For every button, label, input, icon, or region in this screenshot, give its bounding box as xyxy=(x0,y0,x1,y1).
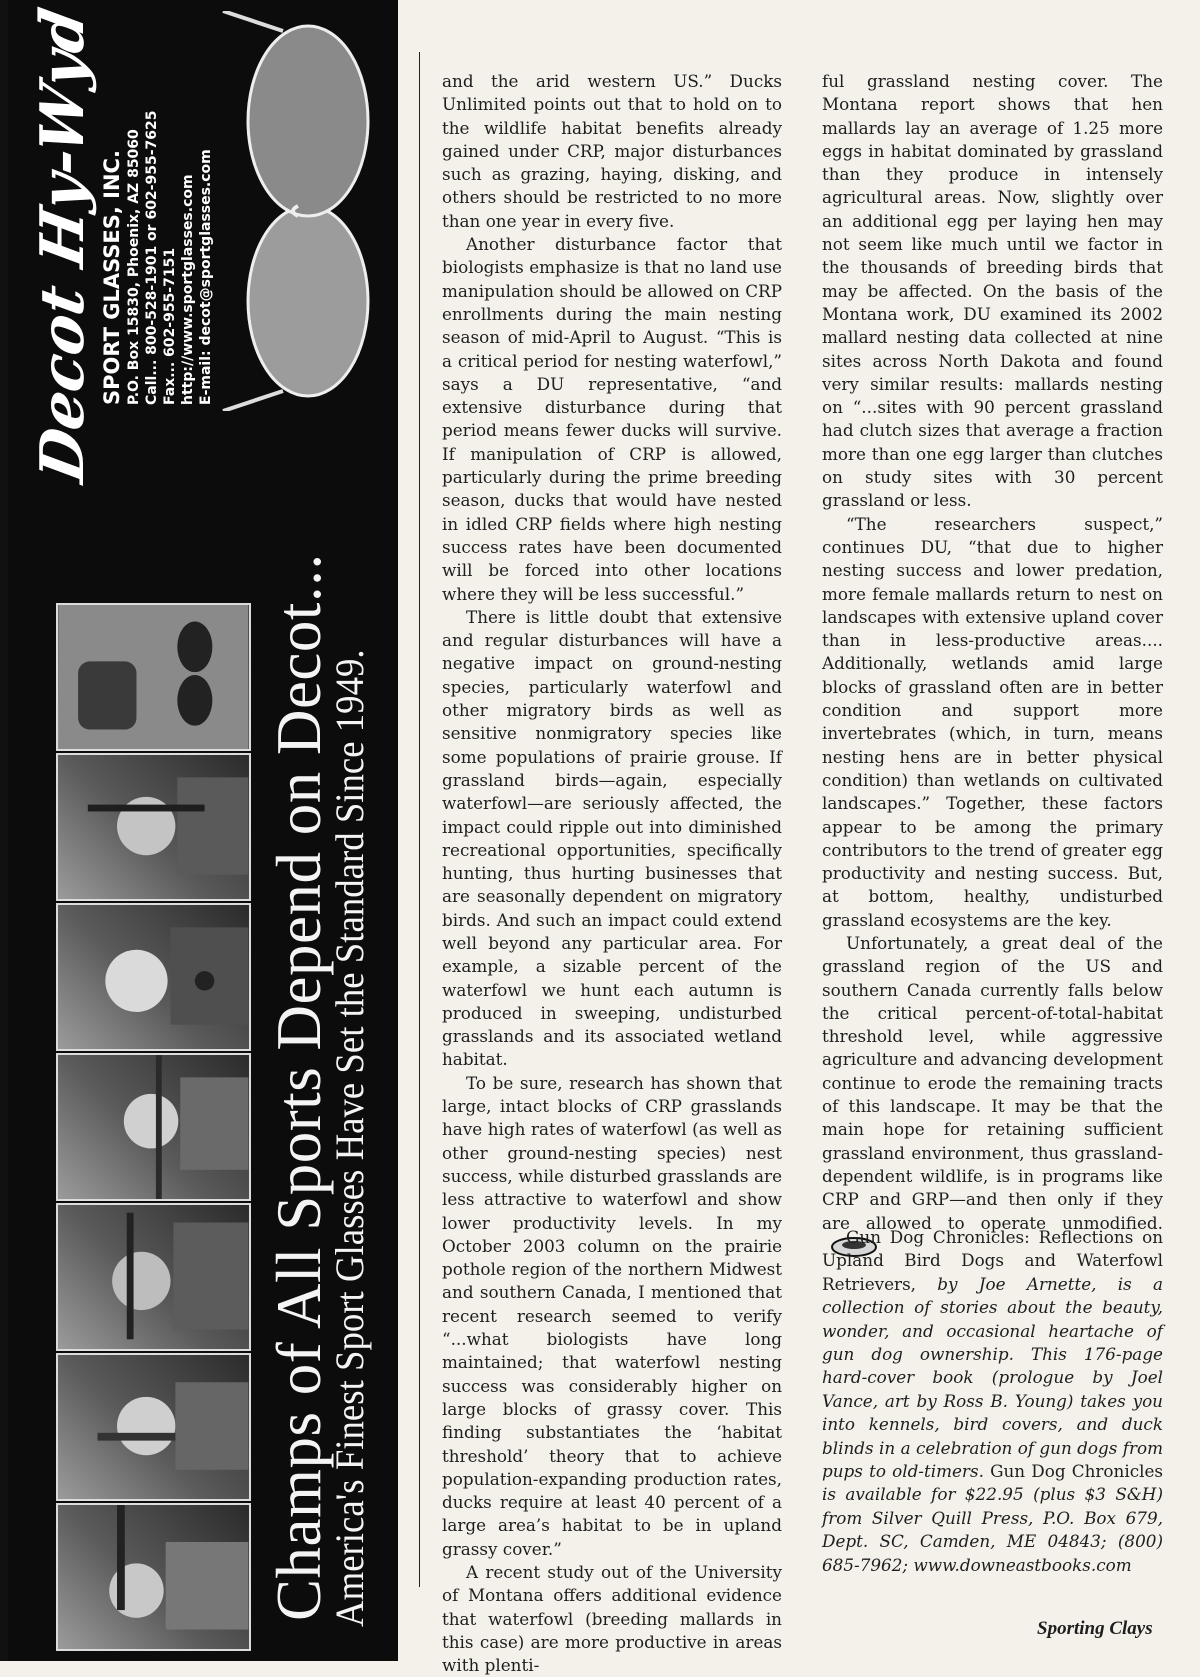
book-description: by Joe Arnette, is a collection of stories about the beauty, wonder, and occasional heartache of gun dog ownership. This 176-page hard-cover book (prologue by Joel Vance, art by Ross B. Young) takes you into kennels, bird covers, and duck blinds in a celebration of gun dogs from pups to old-timers. xyxy=(822,1273,1163,1482)
article-paragraph: A recent study out of the University of Montana offers additional evidence that waterfowl (breeding mallards in this case) are more productive in areas with plenti- xyxy=(442,1562,782,1676)
book-title: Gun Dog Chronicles: Reflections on Upland Bird Dogs and Waterfowl Retrievers, xyxy=(822,1227,1163,1294)
article-paragraph: There is little doubt that extensive and regular disturbances will have a negative impact on ground-nesting species, particularly waterfowl and other migratory birds as well as sensitive nonmigratory species like some populations of prairie grouse. If grassland birds—again, especially waterfowl—are seriously affected, the impact could ripple out into diminished recreational opportunities, specifically hunting, thus hurting businesses that are seasonally dependent on migratory birds. And such an impact could extend well beyond any particular area. For example, a sizable percent of the waterfowl we hunt each autumn is produced in sweeping, undisturbed grasslands and its associated wetland habitat. xyxy=(442,606,782,1070)
book-title-repeat: Gun Dog Chronicles xyxy=(990,1461,1163,1482)
book-availability: is available for $22.95 (plus $3 S&H) from Silver Quill Press, P.O. Box 679, Dept. SC, Camden, ME 04843; (800) 685-7962; www.downeastbooks.com xyxy=(822,1484,1163,1575)
ad-brand-logo: Decot Hy-Wyd xyxy=(28,3,98,488)
ad-photo-shooter-1 xyxy=(56,1503,251,1651)
article-paragraph: and the arid western US.” Ducks Unlimited points out that to hold on to the wildlife habitat benefits already gained under CRP, major disturbances such as grazing, haying, disking, and others should be restricted to no more than one year in every five. xyxy=(442,71,782,231)
ad-subtagline: America's Finest Sport Glasses Have Set the Standard Since 1949. xyxy=(327,649,372,1627)
ad-fax-line: Fax... 602-955-7151 xyxy=(162,247,178,405)
magazine-name-footer: Sporting Clays xyxy=(1037,1618,1153,1639)
ad-email-line: E-mail: decot@sportglasses.com xyxy=(198,149,214,405)
article-paragraph: Another disturbance factor that biologists emphasize is that no land use manipulation should be allowed on CRP enrollments during the main nesting season of mid-April to August. “This is a critical period for nesting waterfowl,” says a DU representative, “and extensive disturbance during that period means fewer ducks will survive. If manipulation of CRP is allowed, particularly during the prime breeding season, ducks that would have nested in idled CRP fields where high nesting success rates have been documented will be forced into other locations where they will be less successful.” xyxy=(442,234,782,604)
article-paragraph-text: Unfortunately, a great deal of the grassland region of the US and southern Canada currently falls below the critical percent-of-total-habitat threshold level, while aggressive agriculture and advancing development continue to erode the remaining tracts of this landscape. It may be that the main hope for retaining sufficient grassland environment, thus grassland-dependent wildlife, is in programs like CRP and GRP—and then only if they are allowed to operate unmodified. xyxy=(822,932,1163,1233)
article-column-1 xyxy=(442,70,782,1677)
ad-address-line: P.O. Box 15830, Phoenix, AZ 85060 xyxy=(126,129,142,405)
ad-phone-line: Call... 800-528-1901 or 602-955-7625 xyxy=(144,110,160,405)
article-column-2 xyxy=(822,70,1163,1259)
advertisement xyxy=(8,0,398,1661)
ad-photo-shooter-5 xyxy=(56,903,251,1051)
ad-photo-shooter-4 xyxy=(56,1053,251,1201)
advertisement-rotated-content xyxy=(8,0,398,1661)
book-note xyxy=(822,1226,1163,1577)
article-paragraph-final xyxy=(822,932,1163,1259)
ad-photo-shooter-6 xyxy=(56,753,251,901)
ad-photo-shooter-3 xyxy=(56,1203,251,1351)
article-paragraph: “The researchers suspect,” continues DU, “that due to higher nesting success and lower predation, more female mallards return to nest on landscapes with extensive upland cover than in less-productive areas.... Additionally, wetlands amid large blocks of grassland often are in better condition and support more invertebrates (which, in turn, means nesting hens are in better physical condition) than wetlands on cultivated landscapes.” Together, these factors appear to be among the primary contributors to the trend of greater egg productivity and nesting success. But, at bottom, healthy, undisturbed grassland ecosystems are the key. xyxy=(822,513,1163,930)
ad-photo-sport-glasses xyxy=(56,603,251,751)
article-paragraph: ful grassland nesting cover. The Montana report shows that hen mallards lay an average of 1.25 more eggs in habitat dominated by grassland than they produce in intensely agricultural areas. Now, slightly over an additional egg per laying hen may not seem like much until we factor in the thousands of breeding birds that may be affected. On the basis of the Montana work, DU examined its 2002 mallard nesting data collected at nine sites across North Dakota and found very similar results: mallards nesting on “...sites with 90 percent grassland had clutch sizes that average a fraction more than one egg larger than clutches on study sites with 30 percent grassland or less. xyxy=(822,71,1163,511)
ad-company-name: SPORT GLASSES, INC. xyxy=(100,150,124,405)
scan-edge xyxy=(0,0,8,1661)
sunglasses-image xyxy=(203,11,393,411)
ad-tagline: Champs of All Sports Depend on Decot... xyxy=(264,553,334,1621)
ad-photo-shooter-2 xyxy=(56,1353,251,1501)
column-rule xyxy=(419,52,420,1587)
article-paragraph: To be sure, research has shown that large, intact blocks of CRP grasslands have high rates of waterfowl (as well as other ground-nesting species) nest success, while disturbed grasslands are less attractive to waterfowl and show lower productivity levels. In my October 2003 column on the prairie pothole region of the northern Midwest and southern Canada, I mentioned that recent research seemed to verify “...what biologists have long maintained; that waterfowl nesting success was considerably higher on large blocks of grassy cover. This finding substantiates the ‘habitat threshold’ theory that to achieve population-expanding production rates, ducks require at least 40 percent of a large area’s habitat to be in upland grassy cover.” xyxy=(442,1072,782,1559)
ad-website-line: http://www.sportglasses.com xyxy=(180,174,196,405)
